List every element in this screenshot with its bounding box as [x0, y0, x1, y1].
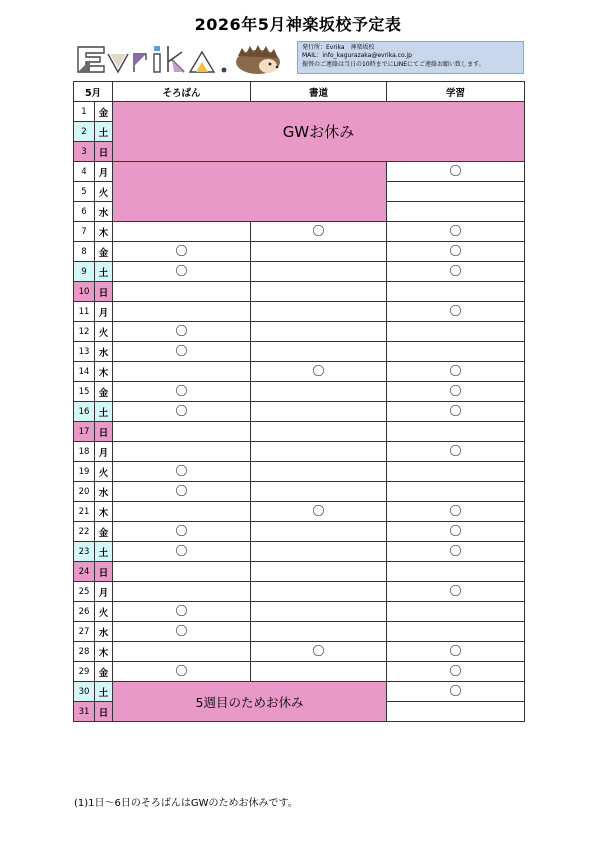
date-cell: 7: [74, 222, 95, 242]
table-row: [74, 422, 525, 442]
table-row: [74, 682, 525, 702]
contact-text: 振替のご連絡は当日の10時までにLINEにてご連絡お願い致します。: [302, 60, 485, 68]
gakushu-cell: [387, 682, 525, 702]
weekday-cell: 水: [95, 202, 113, 222]
table-row: [74, 542, 525, 562]
date-cell: 2: [74, 122, 95, 142]
class-mark: 〇: [312, 364, 325, 378]
soroban-cell: [113, 482, 251, 502]
gakushu-cell: [387, 322, 525, 342]
table-row: [74, 302, 525, 322]
table-row: [74, 562, 525, 582]
gakushu-cell: [387, 222, 525, 242]
table-row: [74, 582, 525, 602]
table-row: [74, 602, 525, 622]
gakushu-cell: [387, 442, 525, 462]
gakushu-cell: [387, 602, 525, 622]
date-cell: 16: [74, 402, 95, 422]
class-mark: 〇: [449, 364, 462, 378]
table-row: [74, 642, 525, 662]
date-cell: 28: [74, 642, 95, 662]
footnote: (1)1日～6日のそろばんはGWのためお休みです。: [74, 798, 298, 809]
weekday-cell: 土: [95, 402, 113, 422]
gakushu-cell: [387, 162, 525, 182]
soroban-cell: [113, 222, 251, 242]
class-mark: 〇: [175, 404, 188, 418]
soroban-cell: [113, 442, 251, 462]
gakushu-cell: [387, 462, 525, 482]
soroban-cell: [113, 282, 251, 302]
class-mark: 〇: [312, 224, 325, 238]
weekday-cell: 木: [95, 642, 113, 662]
soroban-cell: [113, 582, 251, 602]
gakushu-cell: [387, 662, 525, 682]
soroban-cell: [113, 262, 251, 282]
table-row: [74, 622, 525, 642]
gakushu-cell: [387, 702, 525, 722]
class-mark: 〇: [449, 644, 462, 658]
weekday-cell: 月: [95, 582, 113, 602]
shodo-cell: [251, 562, 387, 582]
soroban-cell: [113, 362, 251, 382]
soroban-cell: [113, 422, 251, 442]
table-row: [74, 162, 525, 182]
class-mark: 〇: [449, 684, 462, 698]
weekday-cell: 月: [95, 162, 113, 182]
gw-holiday-label: GWお休み: [282, 123, 355, 141]
shodo-cell: [251, 502, 387, 522]
gakushu-cell: [387, 262, 525, 282]
weekday-cell: 土: [95, 262, 113, 282]
table-row: [74, 242, 525, 262]
date-cell: 26: [74, 602, 95, 622]
class-mark: 〇: [449, 504, 462, 518]
soroban-cell: [113, 602, 251, 622]
class-mark: 〇: [175, 384, 188, 398]
date-cell: 31: [74, 702, 95, 722]
date-cell: 11: [74, 302, 95, 322]
weekday-cell: 火: [95, 322, 113, 342]
date-cell: 20: [74, 482, 95, 502]
weekday-cell: 木: [95, 362, 113, 382]
soroban-cell: [113, 322, 251, 342]
shodo-cell: [251, 242, 387, 262]
shodo-cell: [251, 622, 387, 642]
class-mark: 〇: [175, 264, 188, 278]
date-cell: 1: [74, 102, 95, 122]
weekday-cell: 金: [95, 242, 113, 262]
date-cell: 18: [74, 442, 95, 462]
shodo-cell: [251, 582, 387, 602]
shodo-cell: [251, 282, 387, 302]
mail-text: MAIL：info_kagurazaka@evrika.co.jp: [302, 52, 412, 60]
class-mark: 〇: [312, 644, 325, 658]
class-mark: 〇: [449, 444, 462, 458]
shodo-cell: [251, 462, 387, 482]
soroban-cell: [113, 402, 251, 422]
class-mark: 〇: [175, 604, 188, 618]
weekday-cell: 日: [95, 282, 113, 302]
gakushu-cell: [387, 282, 525, 302]
table-row: [74, 382, 525, 402]
weekday-cell: 火: [95, 462, 113, 482]
date-cell: 22: [74, 522, 95, 542]
fifth-week-holiday-block: [113, 682, 387, 722]
date-cell: 25: [74, 582, 95, 602]
table-row: [74, 222, 525, 242]
class-mark: 〇: [175, 664, 188, 678]
shodo-cell: [251, 362, 387, 382]
date-cell: 3: [74, 142, 95, 162]
header-soroban: そろばん: [113, 82, 251, 102]
soroban-cell: [113, 562, 251, 582]
shodo-cell: [251, 642, 387, 662]
weekday-cell: 金: [95, 522, 113, 542]
date-cell: 19: [74, 462, 95, 482]
weekday-cell: 土: [95, 542, 113, 562]
soroban-cell: [113, 522, 251, 542]
shodo-cell: [251, 342, 387, 362]
shodo-cell: [251, 262, 387, 282]
soroban-cell: [113, 382, 251, 402]
evrika-logo: [74, 42, 288, 76]
header-month: 5月: [74, 82, 113, 102]
header-gakushu: 学習: [387, 82, 525, 102]
date-cell: 9: [74, 262, 95, 282]
table-header-row: [74, 82, 525, 102]
info-box: [297, 41, 524, 74]
date-cell: 15: [74, 382, 95, 402]
class-mark: 〇: [175, 624, 188, 638]
class-mark: 〇: [449, 524, 462, 538]
gakushu-cell: [387, 302, 525, 322]
weekday-cell: 水: [95, 342, 113, 362]
table-row: [74, 262, 525, 282]
gw-holiday-block: [113, 102, 525, 162]
class-mark: 〇: [449, 224, 462, 238]
weekday-cell: 木: [95, 502, 113, 522]
weekday-cell: 土: [95, 682, 113, 702]
class-mark: 〇: [449, 264, 462, 278]
soroban-cell: [113, 642, 251, 662]
gakushu-cell: [387, 402, 525, 422]
date-cell: 29: [74, 662, 95, 682]
class-mark: 〇: [449, 544, 462, 558]
table-row: [74, 522, 525, 542]
shodo-cell: [251, 542, 387, 562]
class-mark: 〇: [175, 324, 188, 338]
class-mark: 〇: [449, 244, 462, 258]
shodo-cell: [251, 222, 387, 242]
shodo-cell: [251, 522, 387, 542]
shodo-cell: [251, 402, 387, 422]
gakushu-cell: [387, 182, 525, 202]
soroban-cell: [113, 502, 251, 522]
weekday-cell: 木: [95, 222, 113, 242]
date-cell: 27: [74, 622, 95, 642]
date-cell: 12: [74, 322, 95, 342]
fifth-week-holiday-label: 5週目のためお休み: [195, 694, 304, 710]
gakushu-cell: [387, 202, 525, 222]
gakushu-cell: [387, 582, 525, 602]
weekday-cell: 金: [95, 102, 113, 122]
soroban-cell: [113, 542, 251, 562]
gakushu-cell: [387, 502, 525, 522]
soroban-cell: [113, 242, 251, 262]
class-mark: 〇: [175, 484, 188, 498]
date-cell: 30: [74, 682, 95, 702]
weekday-cell: 月: [95, 442, 113, 462]
gakushu-cell: [387, 542, 525, 562]
class-mark: 〇: [449, 404, 462, 418]
soroban-cell: [113, 342, 251, 362]
table-row: [74, 442, 525, 462]
gakushu-cell: [387, 622, 525, 642]
page-title: 2026年5月神楽坂校予定表: [194, 15, 402, 34]
shodo-cell: [251, 482, 387, 502]
table-row: [74, 342, 525, 362]
class-mark: 〇: [175, 464, 188, 478]
table-row: [74, 402, 525, 422]
date-cell: 4: [74, 162, 95, 182]
shodo-cell: [251, 302, 387, 322]
weekday-cell: 金: [95, 662, 113, 682]
header-shodo: 書道: [251, 82, 387, 102]
class-mark: 〇: [175, 244, 188, 258]
shodo-cell: [251, 442, 387, 462]
shodo-cell: [251, 422, 387, 442]
class-mark: 〇: [175, 544, 188, 558]
table-row: [74, 102, 525, 122]
gakushu-cell: [387, 642, 525, 662]
weekday-cell: 火: [95, 182, 113, 202]
date-cell: 17: [74, 422, 95, 442]
date-cell: 23: [74, 542, 95, 562]
weekday-cell: 水: [95, 482, 113, 502]
gw-holiday-block-2: [113, 162, 387, 222]
gakushu-cell: [387, 562, 525, 582]
class-mark: 〇: [175, 524, 188, 538]
table-row: [74, 362, 525, 382]
weekday-cell: 水: [95, 622, 113, 642]
soroban-cell: [113, 622, 251, 642]
class-mark: 〇: [449, 664, 462, 678]
weekday-cell: 日: [95, 422, 113, 442]
gakushu-cell: [387, 342, 525, 362]
weekday-cell: 金: [95, 382, 113, 402]
weekday-cell: 土: [95, 122, 113, 142]
date-cell: 5: [74, 182, 95, 202]
shodo-cell: [251, 662, 387, 682]
table-row: [74, 662, 525, 682]
weekday-cell: 火: [95, 602, 113, 622]
table-row: [74, 282, 525, 302]
schedule-table: [73, 81, 525, 722]
weekday-cell: 月: [95, 302, 113, 322]
gakushu-cell: [387, 382, 525, 402]
weekday-cell: 日: [95, 142, 113, 162]
shodo-cell: [251, 602, 387, 622]
table-row: [74, 462, 525, 482]
class-mark: 〇: [312, 504, 325, 518]
date-cell: 8: [74, 242, 95, 262]
class-mark: 〇: [449, 304, 462, 318]
shodo-cell: [251, 382, 387, 402]
issuer-text: 発行所：Evrika 神楽坂校: [302, 44, 375, 51]
gakushu-cell: [387, 242, 525, 262]
table-row: [74, 482, 525, 502]
date-cell: 24: [74, 562, 95, 582]
date-cell: 6: [74, 202, 95, 222]
weekday-cell: 日: [95, 562, 113, 582]
date-cell: 14: [74, 362, 95, 382]
soroban-cell: [113, 302, 251, 322]
date-cell: 10: [74, 282, 95, 302]
gakushu-cell: [387, 422, 525, 442]
gakushu-cell: [387, 362, 525, 382]
class-mark: 〇: [449, 164, 462, 178]
date-cell: 13: [74, 342, 95, 362]
gakushu-cell: [387, 482, 525, 502]
shodo-cell: [251, 322, 387, 342]
gakushu-cell: [387, 522, 525, 542]
class-mark: 〇: [449, 584, 462, 598]
class-mark: 〇: [449, 384, 462, 398]
table-row: [74, 502, 525, 522]
soroban-cell: [113, 462, 251, 482]
date-cell: 21: [74, 502, 95, 522]
class-mark: 〇: [175, 344, 188, 358]
weekday-cell: 日: [95, 702, 113, 722]
table-row: [74, 322, 525, 342]
soroban-cell: [113, 662, 251, 682]
